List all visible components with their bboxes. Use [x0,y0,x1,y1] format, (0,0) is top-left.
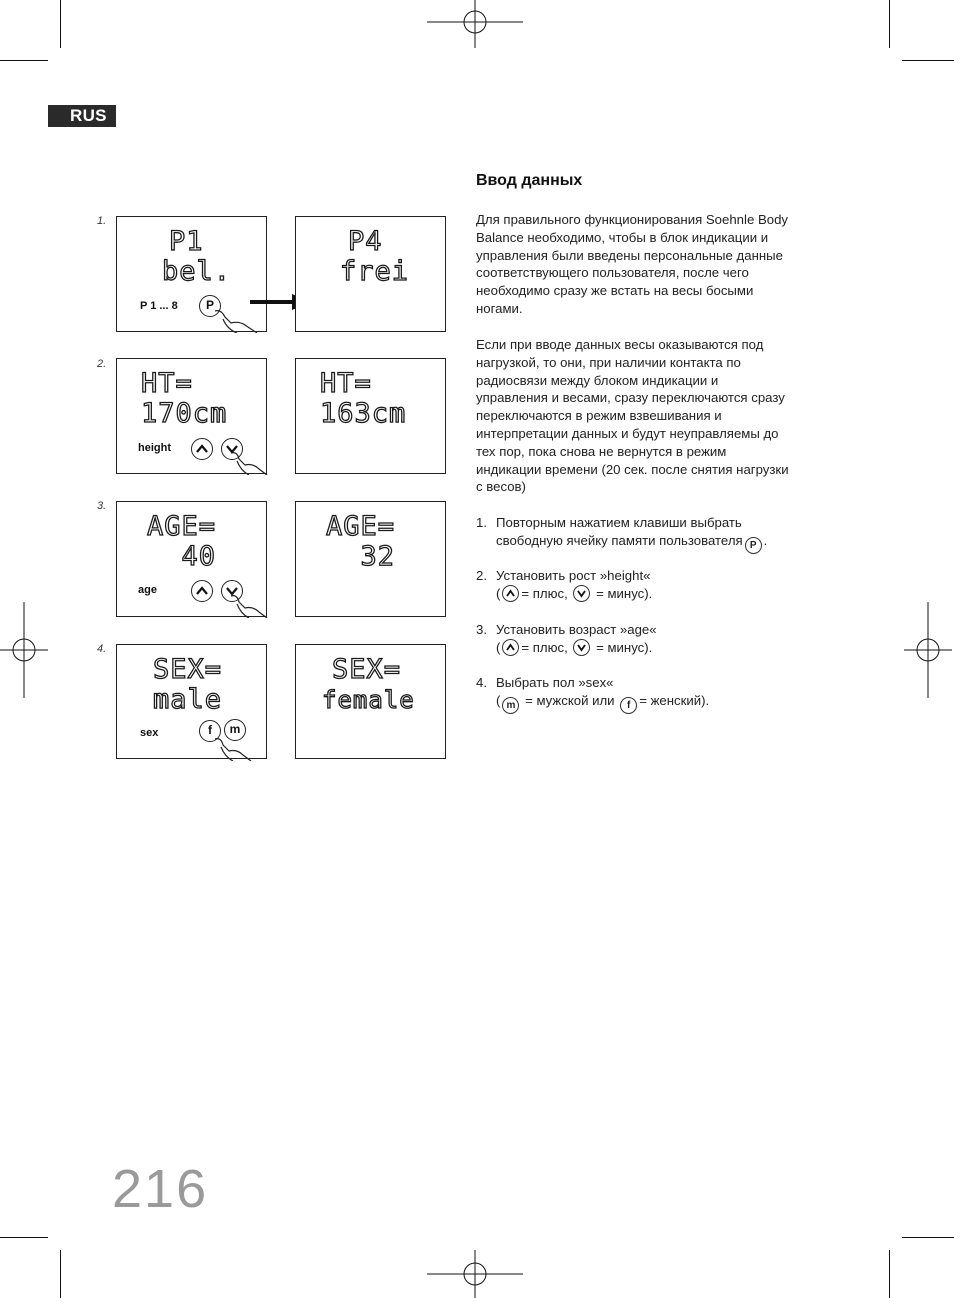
intro-paragraph [476,211,806,318]
lcd-line-2: female [322,686,415,714]
language-badge-label: RUS [70,106,107,125]
figure-step-number: 4. [97,643,107,655]
figure-step-number: 1. [97,215,107,227]
step-text: . [763,533,768,548]
crop-mark [902,60,954,61]
section-title: Ввод данных [476,172,583,189]
crop-mark [60,0,61,48]
hand-pointer-icon [227,594,269,618]
lcd-line-1: SEX= [332,654,402,685]
lcd-line-1: AGE= [147,511,217,542]
p-key-icon: P [745,537,762,554]
registration-mark-left [0,602,48,698]
text-line: индикации времени (20 сек. после снятия нагрузки [476,461,789,477]
open-paren: ( [496,693,501,708]
step-text: = плюс, [521,586,568,601]
female-button[interactable]: f [199,720,221,742]
down-key-icon [573,639,590,656]
lcd-line-2: male [153,684,223,715]
crop-mark [60,1250,61,1298]
figure-step-number: 3. [97,500,107,512]
crop-mark [902,1237,954,1238]
lcd-line-2: 32 [326,541,396,572]
lcd-line-1: AGE= [326,511,396,542]
display-panel-p4-right [295,644,446,759]
step-number: 4. [476,675,487,690]
display-panel-p3-left [116,501,267,617]
lcd-line-1: P1 [169,226,204,257]
arrow-up-button[interactable] [191,580,213,602]
text-line: с весов) [476,479,526,495]
registration-mark-right [904,602,952,698]
step-text: Установить рост »height« [496,568,651,583]
panel-label: P 1 ... 8 [140,300,178,312]
text-line: Для правильного функционирования Soehnle Body [476,212,788,227]
hand-pointer-icon [213,309,269,333]
f-key-icon: f [620,697,637,714]
lcd-line-1: P4 [348,226,383,257]
text-line: необходимо сразу же встать на весы босыми [476,283,754,299]
down-key-icon [573,585,590,602]
m-key-icon: m [502,697,519,714]
step-text: Выбрать пол »sex« [496,675,614,690]
registration-mark-bottom [427,1250,523,1298]
hand-pointer-icon [227,451,269,475]
chevron-up-icon [192,581,212,601]
crop-mark [889,0,890,48]
hand-pointer-icon [211,737,261,761]
p-button[interactable]: P [199,295,221,317]
crop-mark [0,60,48,61]
male-button[interactable]: m [224,719,246,741]
registration-mark-top [427,0,523,50]
text-line: переключаются в режим взвешивания и [476,408,722,424]
step-text: = минус). [596,586,653,601]
text-line: Balance необходимо, чтобы в блок индикации и [476,229,769,245]
text-line: управления и весами, сразу переключаются сразу [476,390,785,406]
crop-mark [0,1237,48,1238]
lcd-line-1: SEX= [153,654,223,685]
open-paren: ( [496,640,501,655]
step-number: 2. [476,568,487,583]
panel-label: age [138,584,157,596]
step-text: = минус). [596,640,653,655]
step-text: = плюс, [521,640,568,655]
lcd-line-2: bel. [162,256,232,287]
panel-label: sex [140,727,159,739]
lcd-line-2: 170cm [141,398,228,429]
display-panel-p3-right [295,501,446,617]
step-number: 3. [476,622,487,637]
open-paren: ( [496,586,501,601]
lcd-line-1: HT= [320,368,372,399]
step-text: = женский). [639,693,710,708]
text-line: Если при вводе данных весы оказываются под [476,337,764,352]
display-panel-p1-right [295,216,446,332]
step-text: свободную ячейку памяти пользователя [496,533,743,548]
language-badge [48,105,116,127]
display-panel-p2-left [116,358,267,474]
chevron-up-icon [192,439,212,459]
step-number: 1. [476,515,487,530]
lcd-line-2: frei [340,256,410,287]
load-warning-paragraph [476,336,806,496]
lcd-line-2: 163cm [320,398,407,429]
lcd-line-2: 40 [147,541,217,572]
text-line: нагрузкой, то они, при наличии контакта по [476,354,741,370]
crop-mark [889,1250,890,1298]
up-key-icon [502,639,519,656]
display-panel-p1-left [116,216,267,332]
step-text: Повторным нажатием клавиши выбрать [496,515,742,530]
text-line: тех пор, пока снова не вернутся в режим [476,443,727,459]
text-line: ногами. [476,300,523,316]
display-panel-p2-right [295,358,446,474]
arrow-up-button[interactable] [191,438,213,460]
text-line: соответствующего пользователя, после чего [476,265,749,281]
figure-step-number: 2. [97,358,107,370]
text-line: интерпретации данных и будут неуправляемы до [476,425,779,441]
page-number: 216 [112,1159,209,1219]
up-key-icon [502,585,519,602]
panel-label: height [138,442,171,454]
lcd-line-1: HT= [141,368,193,399]
text-line: радиосвязи между блоком индикации и [476,372,719,388]
step-text: = мужской или [525,693,615,708]
step-text: Установить возраст »age« [496,622,657,637]
display-panel-p4-left [116,644,267,759]
text-line: управления были введены персональные данные [476,247,783,263]
